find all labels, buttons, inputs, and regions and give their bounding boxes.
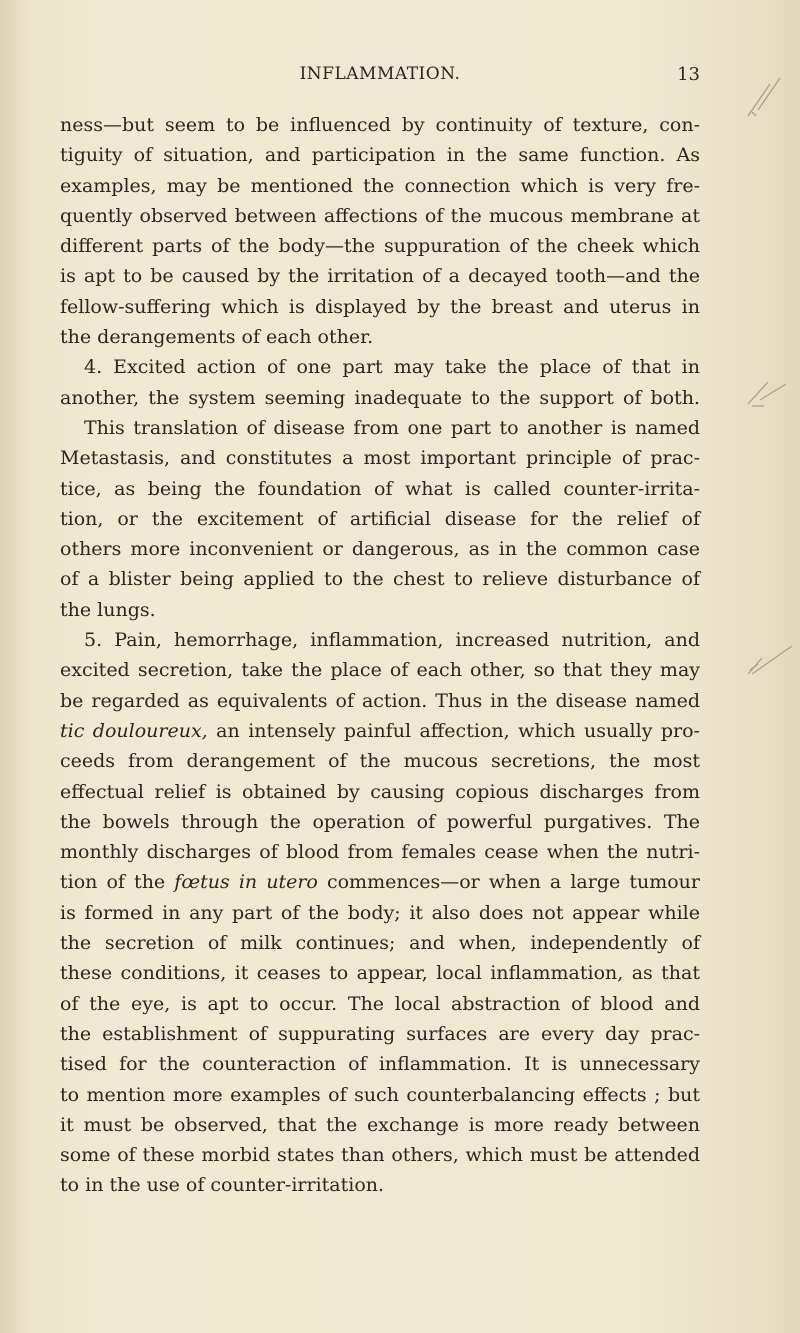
text-line: monthly discharges of blood from females cease when the nutri- — [60, 841, 700, 864]
italic-term: fœtus in utero — [174, 871, 318, 894]
text-line: tice, as being the foundation of what is called counter-irrita- — [60, 477, 700, 500]
body-text — [60, 110, 700, 1201]
text-line: 4. Excited action of one part may take the place of that in — [84, 356, 700, 379]
text-line: excited secretion, take the place of each other, so that they may — [60, 659, 700, 682]
text-line: others more inconvenient or dangerous, as in the common case — [60, 538, 700, 561]
text-line: examples, may be mentioned the connection which is very fre- — [60, 174, 700, 197]
text-line: ness—but seem to be influenced by continuity of texture, con- — [60, 114, 700, 136]
text-line: 5. Pain, hemorrhage, inflammation, increased nutrition, and — [84, 629, 700, 652]
text-line: tised for the counteraction of inflammation. It is unnecessary — [60, 1053, 700, 1076]
text-line: ceeds from derangement of the mucous secretions, the most — [60, 750, 700, 773]
text-line: the bowels through the operation of powerful purgatives. The — [60, 810, 700, 833]
text-line: is formed in any part of the body; it also does not appear while — [60, 901, 700, 924]
text-line: quently observed between affections of the mucous membrane at — [60, 204, 700, 227]
text-line: another, the system seeming inadequate to the support of both. — [60, 386, 700, 409]
text-line: fellow-suffering which is displayed by the breast and uterus in — [60, 295, 700, 318]
text-line: the secretion of milk continues; and when, independently of — [60, 932, 700, 955]
text-line: some of these morbid states than others, which must be attended — [60, 1144, 700, 1167]
text-line: to in the use of counter-irritation. — [60, 1174, 385, 1197]
text-line: tion of the fœtus in utero commences—or when a large tumour — [60, 871, 700, 894]
text-line: is apt to be caused by the irritation of a decayed tooth—and the — [60, 265, 700, 288]
text-line: tion, or the excitement of artificial disease for the relief of — [60, 507, 700, 530]
text-line: tiguity of situation, and participation in the same function. As — [60, 144, 700, 167]
page-number: 13 — [677, 64, 700, 85]
text-line: Metastasis, and constitutes a most important principle of prac- — [60, 447, 700, 470]
page-header — [60, 62, 700, 92]
text-line: effectual relief is obtained by causing copious discharges from — [60, 780, 700, 803]
text-line: it must be observed, that the exchange is more ready between — [60, 1113, 700, 1136]
margin-pencil-mark — [742, 644, 800, 684]
text-line: the establishment of suppurating surfaces are every day prac- — [60, 1022, 700, 1045]
text-line: these conditions, it ceases to appear, local inflammation, as that — [60, 962, 700, 985]
margin-pencil-mark — [740, 72, 800, 122]
margin-pencil-mark — [742, 376, 800, 416]
italic-term: tic douloureux, — [60, 719, 208, 742]
text-line: of the eye, is apt to occur. The local abstraction of blood and — [60, 992, 700, 1015]
text-line: to mention more examples of such counterbalancing effects ; but — [60, 1083, 700, 1106]
text-line: of a blister being applied to the chest to relieve disturbance of — [60, 568, 700, 591]
text-line: the derangements of each other. — [60, 326, 374, 349]
text-line: the lungs. — [60, 598, 156, 621]
running-head: INFLAMMATION. — [299, 64, 461, 84]
text-line: different parts of the body—the suppuration of the cheek which — [60, 235, 700, 258]
text-line: This translation of disease from one part to another is named — [84, 416, 700, 439]
text-line: tic douloureux, an intensely painful affection, which usually pro- — [60, 719, 700, 742]
text-line: be regarded as equivalents of action. Thus in the disease named — [60, 689, 700, 712]
